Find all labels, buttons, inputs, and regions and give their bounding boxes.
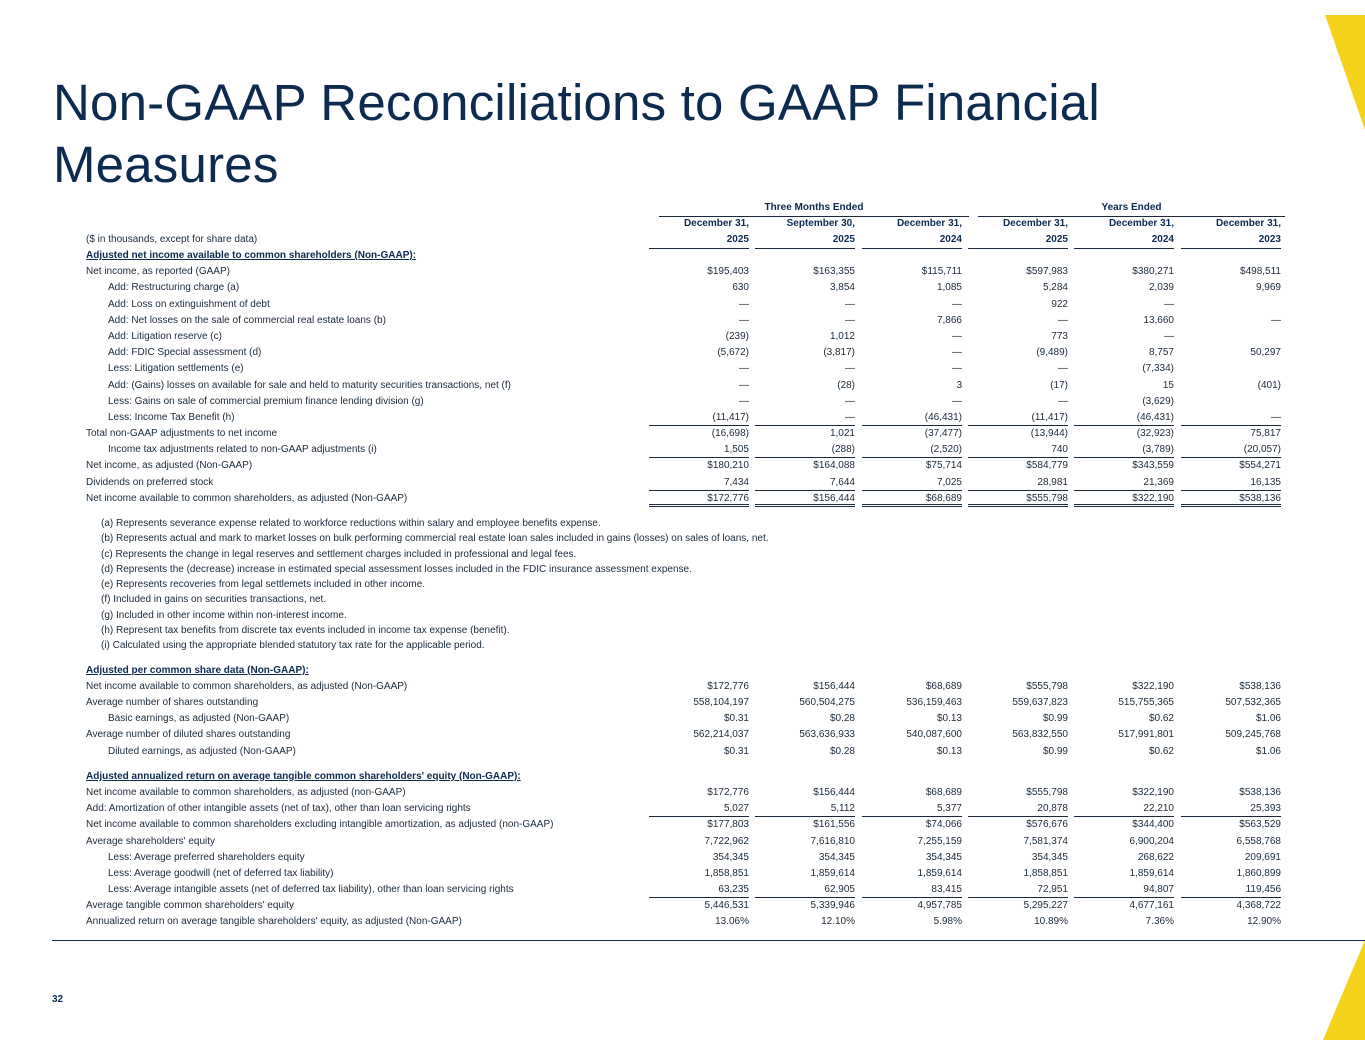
table-row [52,264,1287,280]
table-row [52,711,1287,727]
row-value: $0.62 [1148,745,1174,757]
table-row [52,695,1287,711]
row-value: 94,807 [1074,882,1174,898]
table-row [52,744,1287,760]
column-date-0: December 31, [683,218,749,229]
row-value: (3,789) [1074,442,1174,458]
row-value: 6,558,768 [1236,835,1281,847]
table-row [52,458,1287,474]
row-value: 354,345 [1031,851,1068,863]
row-value: 1,021 [829,428,855,440]
row-value: $555,798 [1026,680,1068,692]
row-value: — [952,363,962,375]
row-value: — [1058,395,1068,407]
row-value: 13,660 [1143,314,1174,326]
column-year-3: 2025 [968,232,1068,249]
table-row [52,834,1287,850]
row-label: Net income, as reported (GAAP) [86,266,230,278]
row-value: 4,957,785 [917,900,962,912]
row-label: Less: Litigation settlements (e) [108,363,244,375]
row-label: Add: Restructuring charge (a) [108,282,240,294]
row-value: 75,817 [1250,428,1281,440]
row-value: 12.10% [821,916,855,928]
section-title-text: Adjusted annualized return on average tangible common shareholders' equity (Non-GAAP): [86,770,521,782]
table-row [52,475,1287,491]
table-row [52,280,1287,296]
row-value: (9,489) [1036,347,1068,359]
row-label: Basic earnings, as adjusted (Non-GAAP) [108,713,290,725]
row-value: 1,859,614 [1129,867,1174,879]
row-value: $344,400 [1132,819,1174,831]
row-value: $1.06 [1255,745,1281,757]
row-value: $163,355 [813,266,855,278]
row-value: 12.90% [1247,916,1281,928]
row-value: 72,951 [968,882,1068,898]
row-label: Add: (Gains) losses on available for sale and held to maturity securities transactions, net (f) [108,379,511,391]
row-value: 354,345 [925,851,962,863]
row-value: (11,417) [968,410,1068,426]
row-value: 740 [968,442,1068,458]
column-date-1: September 30, [786,218,855,229]
row-value: 1,859,614 [810,867,855,879]
row-value: — [952,347,962,359]
financial-table [52,200,1287,931]
row-value: 922 [1051,298,1068,310]
row-value: $0.13 [936,745,962,757]
row-label: Add: FDIC Special assessment (d) [108,347,262,359]
row-value: $75,714 [925,460,962,472]
row-value: $0.28 [829,713,855,725]
row-value: 209,691 [1244,851,1281,863]
row-value: 2,039 [1148,282,1174,294]
table-row [52,442,1287,458]
row-value: $195,403 [707,266,749,278]
header-dates [52,216,1287,232]
column-year-1: 2025 [755,232,855,249]
row-value: (5,672) [717,347,749,359]
row-value: 1,858,851 [704,867,749,879]
row-label: Net income available to common shareholders excluding intangible amortization, as adjusted (non-GAAP) [86,819,554,831]
units-note: ($ in thousands, except for share data) [86,234,258,245]
row-value: $172,776 [707,680,749,692]
row-value: 515,755,365 [1118,697,1174,709]
row-value: 7,434 [649,475,749,491]
row-value: — [1058,363,1068,375]
row-value: $68,689 [925,680,962,692]
row-value: (13,944) [1030,428,1068,440]
column-date-4: December 31, [1108,218,1174,229]
row-value: $156,444 [813,680,855,692]
row-label: Net income available to common shareholders, as adjusted (Non-GAAP) [86,492,408,504]
row-value: $68,689 [862,491,962,507]
row-value: 5.98% [933,916,962,928]
row-value: 773 [1051,330,1068,342]
row-value: 50,297 [1250,347,1281,359]
row-value: 25,393 [1181,801,1281,817]
row-label: Average shareholders' equity [86,835,216,847]
row-value: 563,636,933 [799,729,855,741]
row-value: 7,722,962 [704,835,749,847]
row-value: 517,991,801 [1118,729,1174,741]
row-label: Less: Gains on sale of commercial premium finance lending division (g) [108,395,424,407]
row-value: 562,214,037 [693,729,749,741]
row-value: $576,676 [1026,819,1068,831]
row-value: 1,860,899 [1236,867,1281,879]
row-value: 7.36% [1145,916,1174,928]
footnote: (d) Represents the (decrease) increase in estimated special assessment losses included in the FDIC insurance assessment expense. [101,563,692,575]
row-value: (16,698) [711,428,749,440]
row-label: Less: Average preferred shareholders equity [108,851,305,863]
table-row [52,801,1287,817]
row-value: 559,637,823 [1012,697,1068,709]
row-value: — [845,298,855,310]
row-value: 10.89% [1034,916,1068,928]
header-groups [52,200,1287,216]
row-value: 1,859,614 [917,867,962,879]
row-label: Less: Income Tax Benefit (h) [108,411,235,423]
row-value: $74,066 [925,819,962,831]
row-value: (3,629) [1142,395,1174,407]
row-value: — [1164,330,1174,342]
row-value: $0.99 [1042,745,1068,757]
table-row [52,297,1287,313]
row-value: 21,369 [1074,475,1174,491]
row-value: $172,776 [649,491,749,507]
header-years [52,232,1287,248]
row-value: — [755,410,855,426]
row-value: (46,431) [1074,410,1174,426]
footnote: (a) Represents severance expense related to workforce reductions within salary and employee benefits expense. [101,518,601,529]
row-value: 5,339,946 [810,900,855,912]
row-value: 1,505 [649,442,749,458]
row-label: Net income, as adjusted (Non-GAAP) [86,460,253,472]
row-value: — [952,330,962,342]
table-row [52,378,1287,394]
footnote: (b) Represents actual and mark to market losses on bulk performing commercial real estate loan sales included in gains (losses) on sales of loans, net. [101,533,769,545]
row-value: $563,529 [1239,819,1281,831]
row-value: 3,854 [829,282,855,294]
row-value: 630 [732,282,749,294]
row-value: 354,345 [712,851,749,863]
table-row [52,727,1287,743]
row-value: — [845,314,855,326]
section-title-text: Adjusted net income available to common shareholders (Non-GAAP): [86,250,417,261]
table-row [52,491,1287,507]
row-value: 7,616,810 [810,835,855,847]
row-label: Annualized return on average tangible shareholders' equity, as adjusted (Non-GAAP) [86,916,462,928]
row-value: (37,477) [924,428,962,440]
table-row [52,394,1287,410]
table-row [52,898,1287,914]
row-value: 62,905 [755,882,855,898]
row-value: — [739,363,749,375]
row-value: — [1181,410,1281,426]
row-label: Net income available to common shareholders, as adjusted (non-GAAP) [86,786,406,798]
row-value: — [952,395,962,407]
section-title-text: Adjusted per common share data (Non-GAAP): [86,664,309,676]
footnote: (f) Included in gains on securities transactions, net. [101,594,327,606]
bottom-rule [52,940,1365,941]
row-value: — [1271,314,1281,326]
row-value: 5,446,531 [704,900,749,912]
row-value: $177,803 [707,819,749,831]
column-date-3: December 31, [1002,218,1068,229]
row-value: 22,210 [1074,801,1174,817]
row-value: $68,689 [925,786,962,798]
row-value: (11,417) [649,410,749,426]
row-label: Diluted earnings, as adjusted (Non-GAAP) [108,745,296,757]
row-value: (2,520) [862,442,962,458]
row-value: 536,159,463 [906,697,962,709]
row-value: $538,136 [1239,786,1281,798]
row-value: $156,444 [813,786,855,798]
row-value: (239) [725,330,749,342]
footnote: (e) Represents recoveries from legal settlemets included in other income. [101,579,426,591]
row-value: 7,255,159 [917,835,962,847]
row-value: 540,087,600 [906,729,962,741]
row-label: Income tax adjustments related to non-GAAP adjustments (i) [108,444,377,456]
section-adjusted-net-income [52,248,1287,507]
row-value: — [845,395,855,407]
row-value: 7,581,374 [1023,835,1068,847]
table-row [52,850,1287,866]
row-value: (3,817) [823,347,855,359]
row-value: — [739,395,749,407]
row-value: 5,027 [649,801,749,817]
row-value: 509,245,768 [1225,729,1281,741]
section-title [52,248,1287,264]
row-value: (288) [755,442,855,458]
row-label: Add: Litigation reserve (c) [108,330,222,342]
row-value: 5,112 [755,801,855,817]
row-value: (46,431) [862,410,962,426]
row-label: Less: Average intangible assets (net of deferred tax liability), other than loan servicing rights [108,884,514,896]
section-return-on-equity [52,769,1287,931]
row-value: $498,511 [1240,266,1281,278]
row-value: 4,368,722 [1236,900,1281,912]
row-value: (17) [1050,379,1068,391]
table-row [52,361,1287,377]
section-title [52,663,1287,679]
row-value: — [952,298,962,310]
row-value: $538,136 [1181,491,1281,507]
row-label: Add: Loss on extinguishment of debt [108,298,270,310]
row-value: 63,235 [649,882,749,898]
row-value: 563,832,550 [1012,729,1068,741]
row-value: 3 [956,379,962,391]
footnote: (g) Included in other income within non-interest income. [101,609,347,621]
row-value: (401) [1257,379,1281,391]
row-value: (20,057) [1181,442,1281,458]
row-value: 6,900,204 [1129,835,1174,847]
table-row [52,679,1287,695]
row-label: Add: Amortization of other intangible assets (net of tax), other than loan servicing rights [86,803,471,815]
row-value: 4,677,161 [1129,900,1174,912]
row-label: Dividends on preferred stock [86,476,214,488]
row-label: Net income available to common shareholders, as adjusted (Non-GAAP) [86,680,408,692]
table-row [52,426,1287,442]
table-row [52,882,1287,898]
row-value: 7,866 [936,314,962,326]
row-value: $597,983 [1026,266,1068,278]
row-value: $584,779 [1026,460,1068,472]
row-value: $380,271 [1132,266,1174,278]
table-row [52,410,1287,426]
row-value: $0.62 [1148,713,1174,725]
row-label: Average number of diluted shares outstanding [86,729,291,741]
row-value: (32,923) [1136,428,1174,440]
row-value: 5,295,227 [1023,900,1068,912]
row-value: — [1164,298,1174,310]
footnote: (c) Represents the change in legal reserves and settlement charges included in professional and legal fees. [101,548,577,560]
row-value: 1,012 [829,330,855,342]
row-value: $0.31 [723,745,749,757]
row-value: 1,858,851 [1023,867,1068,879]
row-value: (28) [837,379,855,391]
row-value: — [1058,314,1068,326]
row-value: 268,622 [1137,851,1174,863]
section-per-share [52,663,1287,760]
row-value: $538,136 [1239,680,1281,692]
row-value: — [845,363,855,375]
row-value: $555,798 [968,491,1068,507]
footnotes [52,516,1287,654]
row-value: 16,135 [1181,475,1281,491]
row-label: Average number of shares outstanding [86,697,259,709]
row-value: 507,532,365 [1225,697,1281,709]
table-row [52,785,1287,801]
row-value: 5,377 [862,801,962,817]
row-value: — [739,298,749,310]
table-row [52,866,1287,882]
row-label: Total non-GAAP adjustments to net income [86,428,278,440]
row-value: $554,271 [1239,460,1281,472]
row-value: $0.13 [936,713,962,725]
row-value: $180,210 [707,460,749,472]
row-value: 20,878 [968,801,1068,817]
row-value: — [739,314,749,326]
section-title [52,769,1287,785]
row-value: 15 [1162,379,1174,391]
table-row [52,345,1287,361]
row-value: 354,345 [818,851,855,863]
column-date-5: December 31, [1215,218,1281,229]
row-label: Add: Net losses on the sale of commercial real estate loans (b) [108,314,386,326]
row-value: $0.31 [723,713,749,725]
row-value: $343,559 [1132,460,1174,472]
row-value: 119,456 [1181,882,1281,898]
row-value: 13.06% [715,916,749,928]
column-year-0: 2025 [649,232,749,249]
row-value: $0.99 [1042,713,1068,725]
row-value: $0.28 [829,745,855,757]
row-value: 7,644 [755,475,855,491]
table-row [52,817,1287,833]
row-value: $156,444 [755,491,855,507]
row-value: 9,969 [1255,282,1281,294]
column-year-4: 2024 [1074,232,1174,249]
row-value: 1,085 [936,282,962,294]
row-value: 28,981 [968,475,1068,491]
table-row [52,313,1287,329]
row-value: $115,711 [921,266,962,278]
row-value: $1.06 [1255,713,1281,725]
row-value: $322,190 [1074,491,1174,507]
column-date-2: December 31, [896,218,962,229]
page-title: Non-GAAP Reconciliations to GAAP Financial Measures [53,74,1100,193]
accent-stripe-bottom [1318,940,1365,1040]
group-years: Years Ended [978,200,1285,217]
row-value: $172,776 [707,786,749,798]
row-value: 560,504,275 [799,697,855,709]
table-row [52,914,1287,930]
row-value: $164,088 [813,460,855,472]
row-label: Less: Average goodwill (net of deferred tax liability) [108,867,334,879]
column-year-5: 2023 [1181,232,1281,249]
row-value: (7,334) [1142,363,1174,375]
accent-stripe-top [1320,12,1365,147]
footnote: (i) Calculated using the appropriate blended statutory tax rate for the applicable period. [101,640,485,652]
row-value: — [739,379,749,391]
row-value: 7,025 [862,475,962,491]
table-row [52,329,1287,345]
row-value: 5,284 [1042,282,1068,294]
row-value: $322,190 [1132,680,1174,692]
row-value: $161,556 [813,819,855,831]
column-year-2: 2024 [862,232,962,249]
row-value: $322,190 [1132,786,1174,798]
row-label: Average tangible common shareholders' equity [86,900,294,912]
group-three-months: Three Months Ended [659,200,969,217]
row-value: 83,415 [862,882,962,898]
row-value: 558,104,197 [693,697,749,709]
row-value: $555,798 [1026,786,1068,798]
footnote: (h) Represent tax benefits from discrete tax events included in income tax expense (benefit). [101,625,510,637]
page-number: 32 [52,994,64,1005]
row-value: 8,757 [1148,347,1174,359]
